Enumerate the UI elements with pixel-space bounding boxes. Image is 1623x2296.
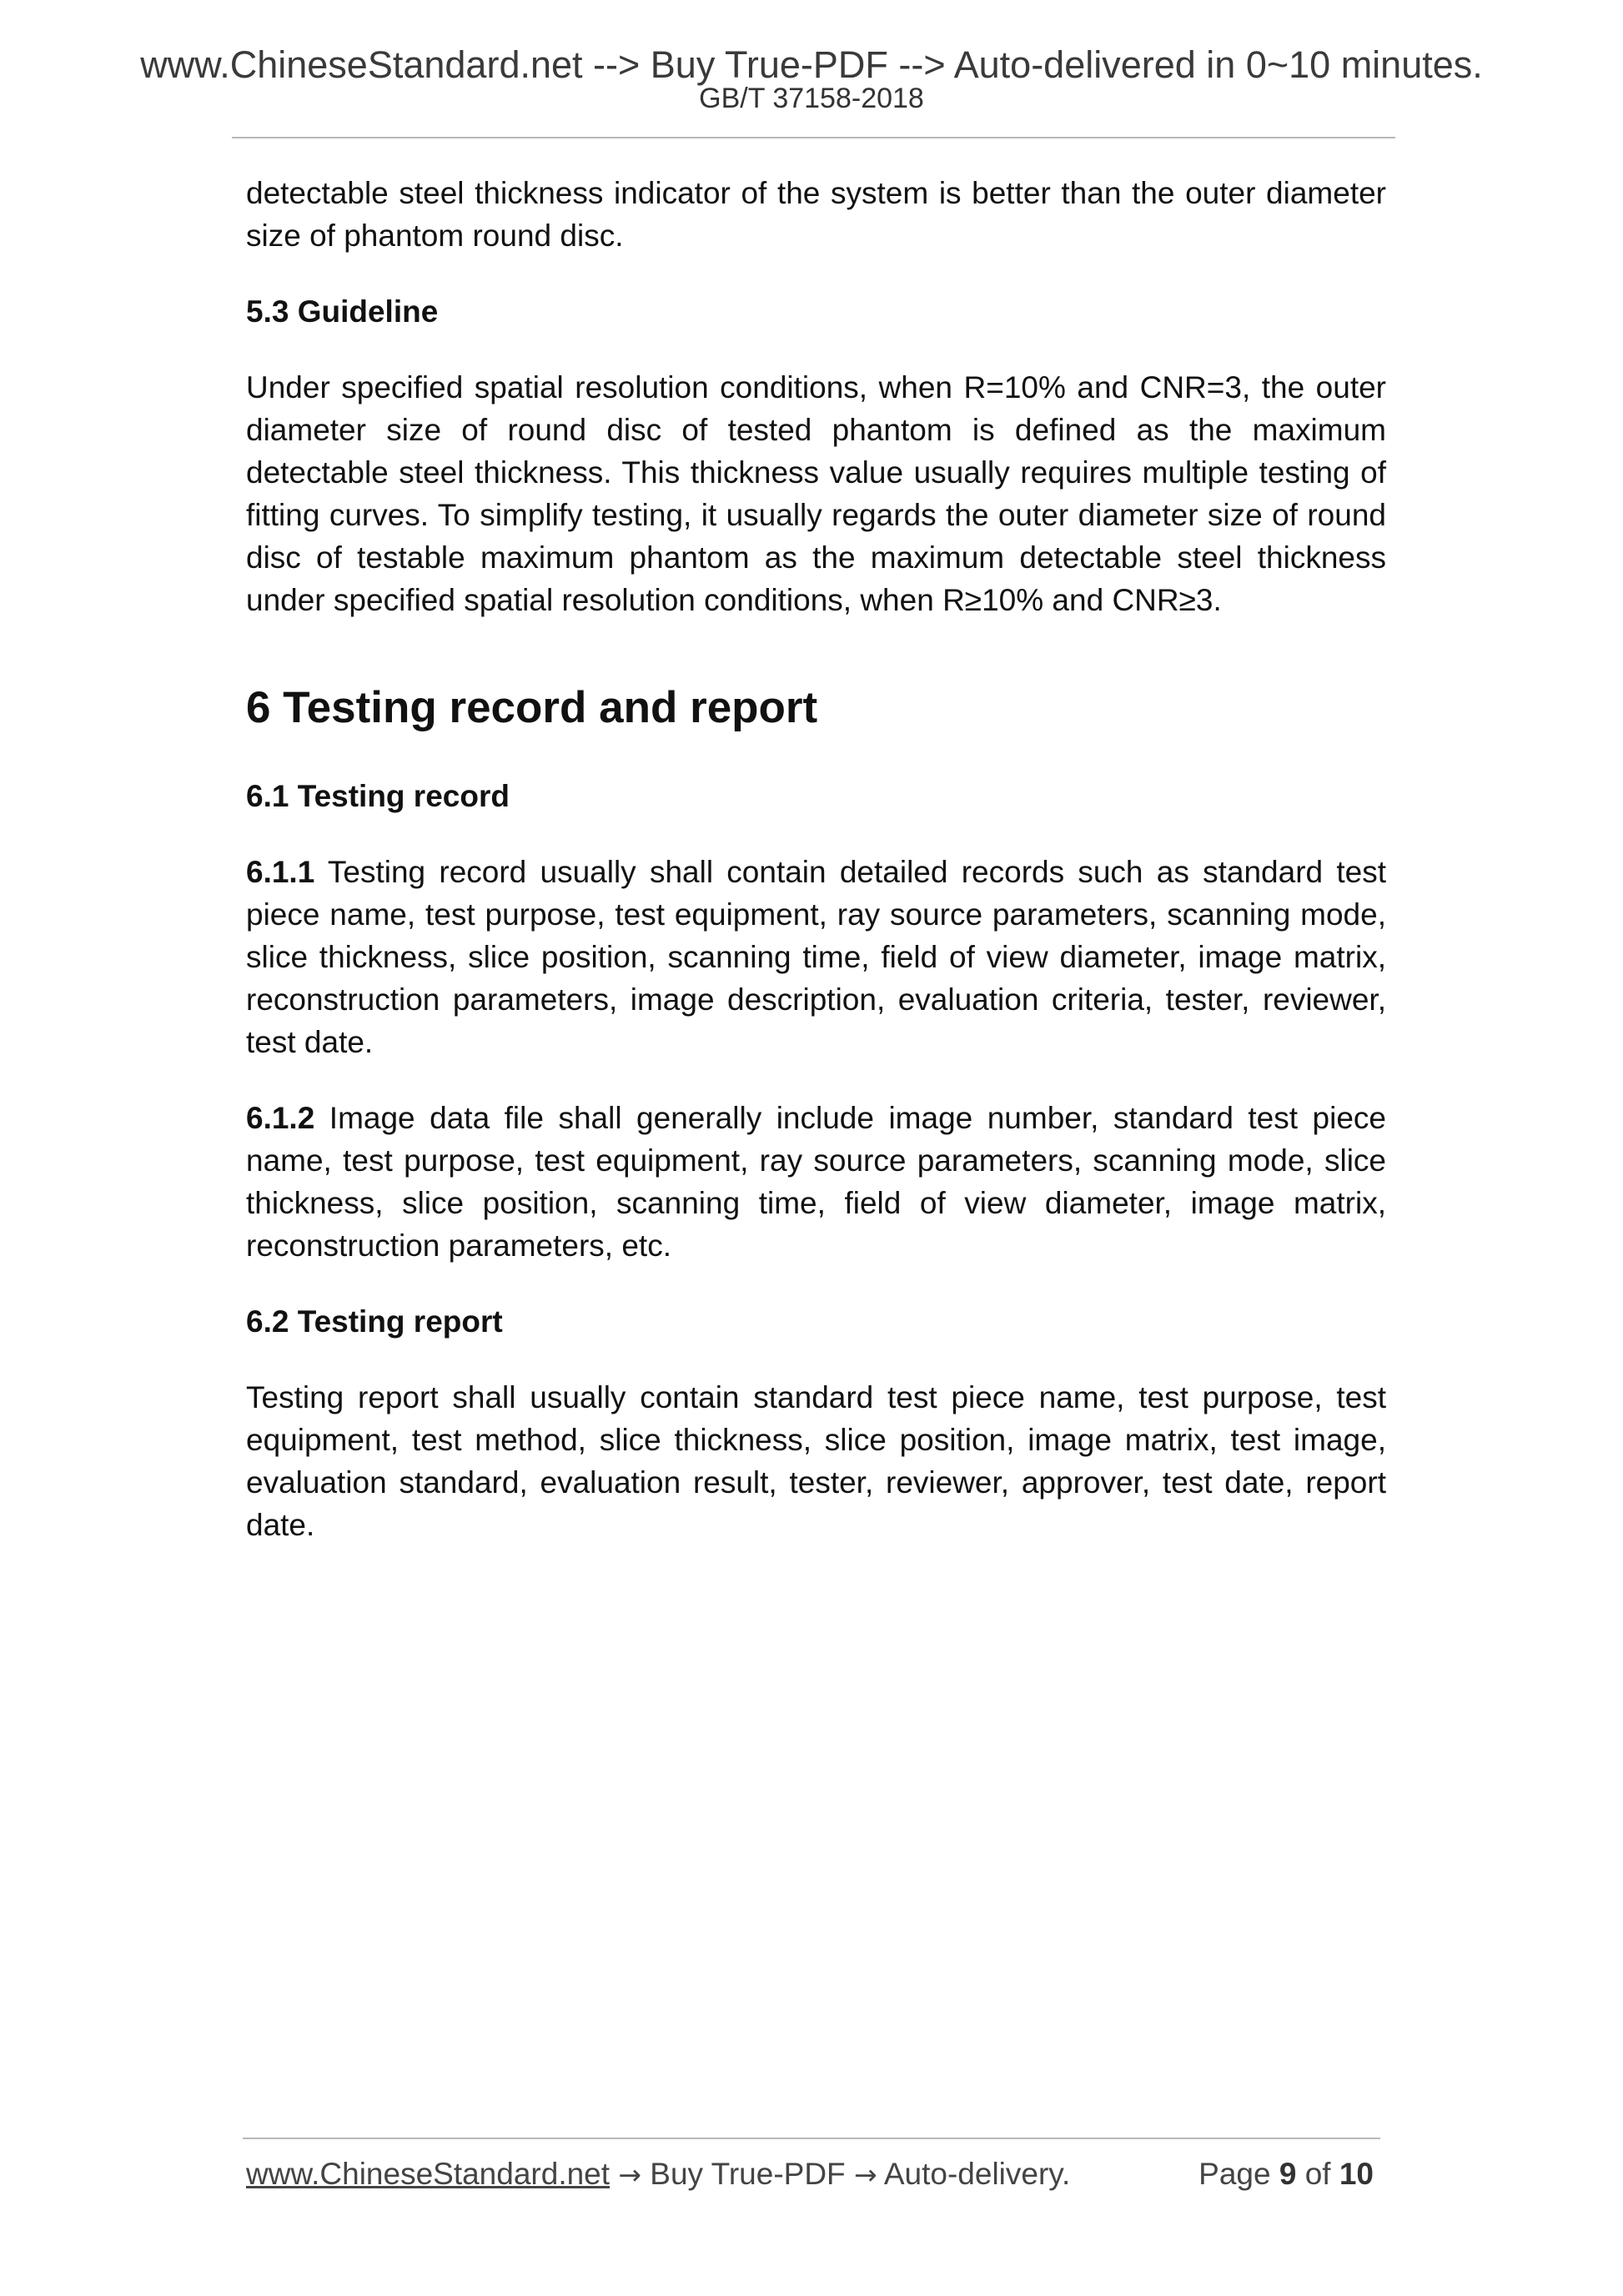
top-banner: www.ChineseStandard.net --> Buy True-PDF --> Auto-delivered in 0~10 minutes. [140, 43, 1483, 86]
heading-6: 6 Testing record and report [246, 683, 818, 732]
footer-promo [246, 2155, 1070, 2194]
header-divider [232, 137, 1395, 138]
page-indicator [1198, 2155, 1374, 2193]
footer-buy-text: Buy True-PDF [650, 2157, 846, 2191]
heading-6-1: 6.1 Testing record [246, 779, 510, 813]
footer-divider [243, 2138, 1380, 2139]
paragraph-6-1-2 [246, 1097, 1386, 1267]
page-content [246, 172, 1386, 1546]
of-word: of [1304, 2157, 1331, 2191]
footer-delivery-text: Auto-delivery. [883, 2157, 1071, 2191]
paragraph-6-2: Testing report shall usually contain standard test piece name, test purpose, test equipment, test method, slice thickness, slice position, image matrix, test image, evaluation standard, evaluation result, tester, reviewer, approver, test date, report date. [246, 1380, 1386, 1542]
heading-5-3: 5.3 Guideline [246, 294, 439, 329]
footer-site-link[interactable]: www.ChineseStandard.net [246, 2157, 611, 2191]
paragraph-5-3: Under specified spatial resolution conditions, when R=10% and CNR=3, the outer diameter size of round disc of tested phantom is defined as the maximum detectable steel thickness. This thickness value usually requires multiple testing of fitting curves. To simplify testing, it usually regards the outer diameter size of round disc of testable maximum phantom as the maximum detectable steel thickness under specified spatial resolution conditions, when R≥10% and CNR≥3. [246, 370, 1386, 617]
page-word: Page [1198, 2157, 1271, 2191]
clause-number-6-1-2: 6.1.2 [246, 1101, 315, 1135]
paragraph-continued: detectable steel thickness indicator of the system is better than the outer diameter size of phantom round disc. [246, 176, 1386, 253]
heading-6-2: 6.2 Testing report [246, 1304, 503, 1339]
clause-number-6-1-1: 6.1.1 [246, 855, 315, 889]
clause-text-6-1-2: Image data file shall generally include image number, standard test piece name, test purpose, test equipment, ray source parameters, scanning mode, slice thickness, slice position, scanning time, field of view diameter, image matrix, reconstruction parameters, etc. [246, 1101, 1386, 1263]
paragraph-6-1-1 [246, 851, 1386, 1063]
arrow-right-icon: → [618, 2158, 641, 2191]
arrow-right-icon: → [853, 2158, 877, 2191]
page-number: 9 [1279, 2157, 1297, 2191]
clause-text-6-1-1: Testing record usually shall contain detailed records such as standard test piece name, test purpose, test equipment, ray source parameters, scanning mode, slice thickness, slice position, scanning time, field of view diameter, image matrix, reconstruction parameters, image description, evaluation criteria, tester, reviewer, test date. [246, 855, 1386, 1059]
document-code: GB/T 37158-2018 [699, 83, 924, 114]
page-total: 10 [1339, 2157, 1374, 2191]
